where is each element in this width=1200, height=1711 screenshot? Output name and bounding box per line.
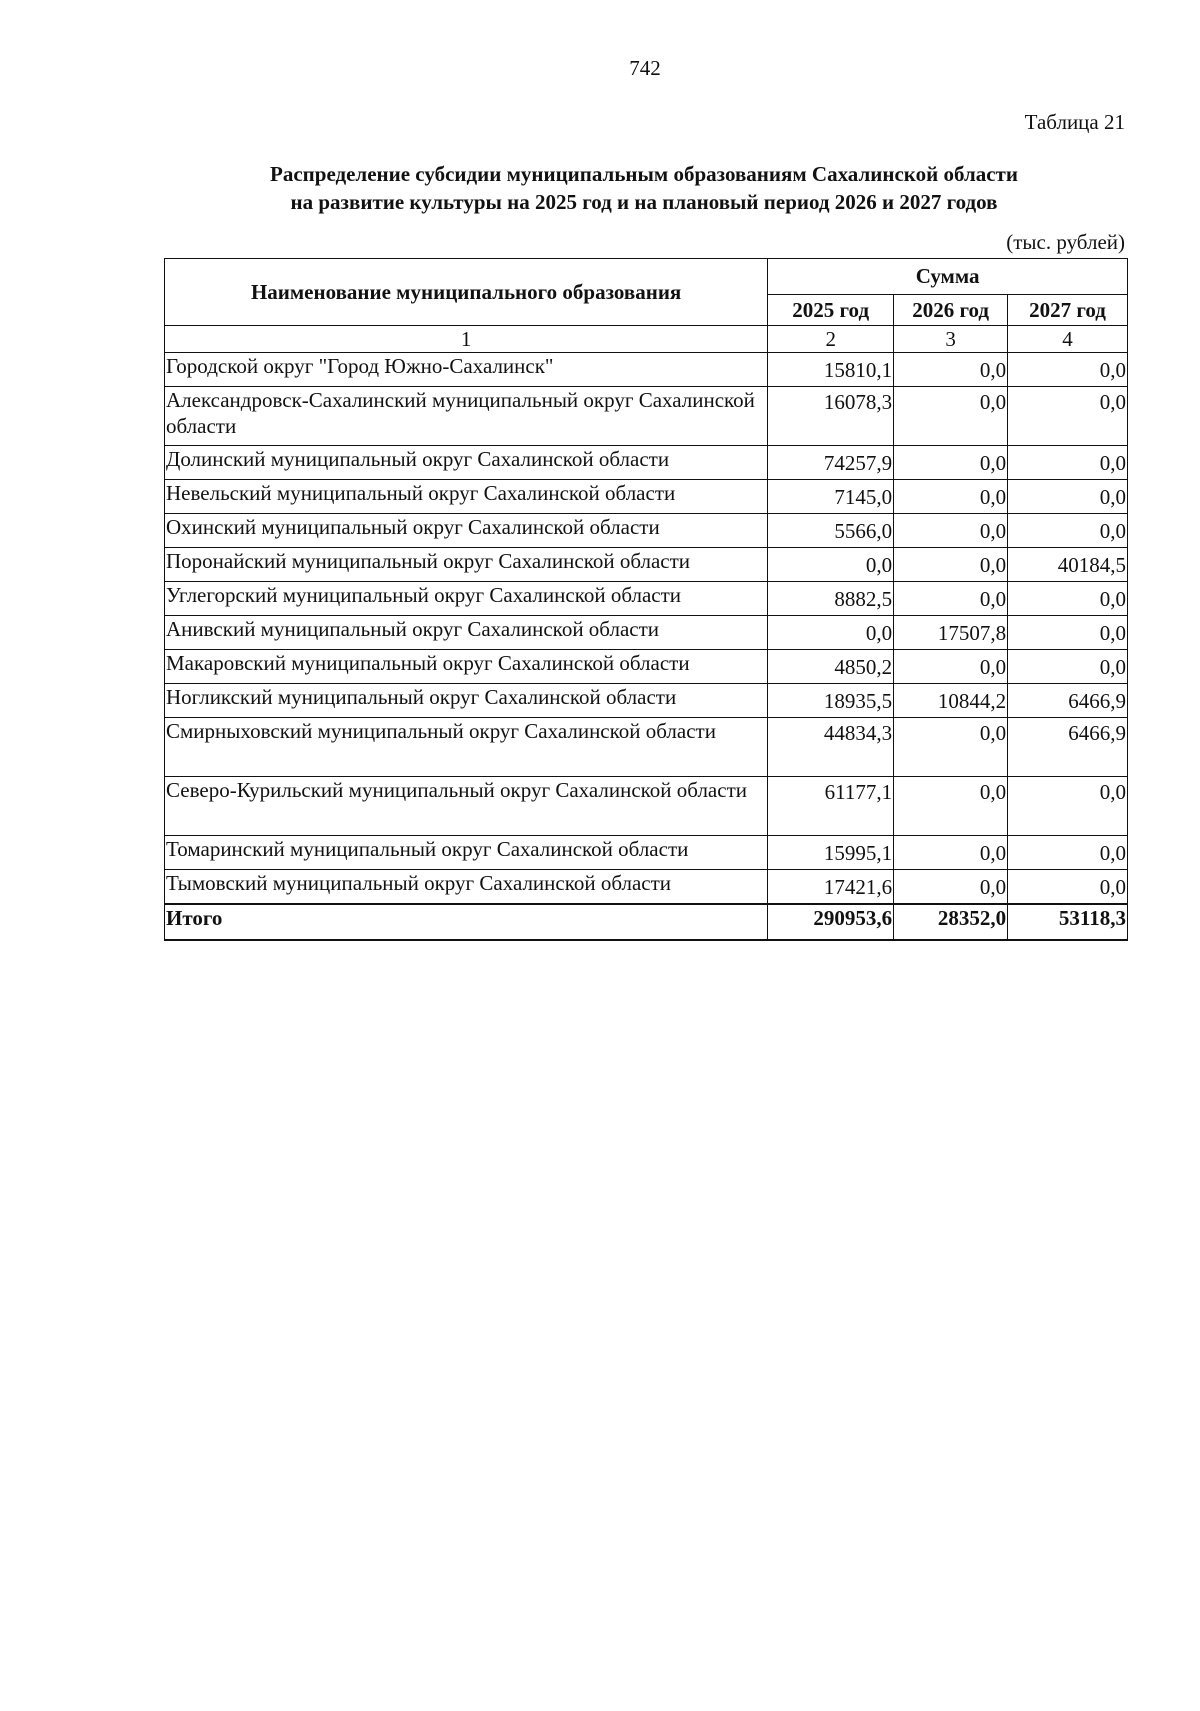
table-row — [165, 870, 1128, 905]
value-2025: 44834,3 — [768, 718, 894, 777]
table-row — [165, 548, 1128, 582]
subsidy-table — [164, 258, 1128, 941]
row-name: Долинский муниципальный округ Сахалинской области — [165, 446, 768, 480]
total-2025: 290953,6 — [768, 904, 894, 940]
value-2025: 15810,1 — [768, 353, 894, 387]
value-2025: 7145,0 — [768, 480, 894, 514]
value-2026: 0,0 — [894, 777, 1008, 836]
total-row — [165, 904, 1128, 940]
table-row — [165, 480, 1128, 514]
table-row — [165, 650, 1128, 684]
table-label: Таблица 21 — [1024, 110, 1125, 134]
table-row — [165, 582, 1128, 616]
row-name: Охинский муниципальный округ Сахалинской области — [165, 514, 768, 548]
column-number-3: 3 — [894, 326, 1008, 353]
title-line-1: Распределение субсидии муниципальным образованиям Сахалинской области — [270, 162, 1018, 186]
value-2026: 0,0 — [894, 514, 1008, 548]
value-2026: 0,0 — [894, 480, 1008, 514]
row-name: Макаровский муниципальный округ Сахалинской области — [165, 650, 768, 684]
value-2027: 0,0 — [1008, 870, 1128, 905]
units-label: (тыс. рублей) — [1006, 230, 1125, 254]
value-2025: 16078,3 — [768, 387, 894, 446]
value-2025: 15995,1 — [768, 836, 894, 870]
value-2025: 74257,9 — [768, 446, 894, 480]
value-2026: 0,0 — [894, 836, 1008, 870]
value-2026: 0,0 — [894, 446, 1008, 480]
row-name: Углегорский муниципальный округ Сахалинской области — [165, 582, 768, 616]
table-row — [165, 514, 1128, 548]
column-number-2: 2 — [768, 326, 894, 353]
value-2027: 0,0 — [1008, 514, 1128, 548]
row-name: Невельский муниципальный округ Сахалинской области — [165, 480, 768, 514]
value-2025: 18935,5 — [768, 684, 894, 718]
row-name: Ногликский муниципальный округ Сахалинской области — [165, 684, 768, 718]
page-number: 742 — [629, 56, 661, 80]
value-2027: 0,0 — [1008, 387, 1128, 446]
value-2026: 0,0 — [894, 353, 1008, 387]
value-2027: 0,0 — [1008, 480, 1128, 514]
table-row — [165, 777, 1128, 836]
table-row — [165, 353, 1128, 387]
row-name: Поронайский муниципальный округ Сахалинской области — [165, 548, 768, 582]
value-2025: 0,0 — [768, 616, 894, 650]
row-name: Северо-Курильский муниципальный округ Сахалинской области — [165, 777, 768, 836]
value-2025: 0,0 — [768, 548, 894, 582]
row-name: Томаринский муниципальный округ Сахалинской области — [165, 836, 768, 870]
header-2027: 2027 год — [1008, 294, 1128, 325]
row-name: Тымовский муниципальный округ Сахалинской области — [165, 870, 768, 905]
value-2027: 40184,5 — [1008, 548, 1128, 582]
value-2027: 0,0 — [1008, 616, 1128, 650]
value-2026: 0,0 — [894, 650, 1008, 684]
value-2025: 4850,2 — [768, 650, 894, 684]
header-2026: 2026 год — [894, 294, 1008, 325]
value-2026: 17507,8 — [894, 616, 1008, 650]
total-label: Итого — [165, 904, 768, 940]
table-row — [165, 616, 1128, 650]
value-2027: 0,0 — [1008, 777, 1128, 836]
value-2026: 0,0 — [894, 582, 1008, 616]
header-2025: 2025 год — [768, 294, 894, 325]
value-2025: 61177,1 — [768, 777, 894, 836]
value-2026: 0,0 — [894, 548, 1008, 582]
value-2026: 0,0 — [894, 870, 1008, 905]
row-name: Городской округ "Город Южно-Сахалинск" — [165, 353, 768, 387]
value-2026: 0,0 — [894, 387, 1008, 446]
table-row — [165, 446, 1128, 480]
value-2027: 0,0 — [1008, 836, 1128, 870]
value-2025: 8882,5 — [768, 582, 894, 616]
table-row — [165, 836, 1128, 870]
header-name: Наименование муниципального образования — [165, 259, 768, 326]
header-sum: Сумма — [768, 259, 1128, 295]
value-2025: 17421,6 — [768, 870, 894, 905]
table-row — [165, 718, 1128, 777]
total-2026: 28352,0 — [894, 904, 1008, 940]
document-title — [164, 160, 1124, 216]
value-2027: 0,0 — [1008, 650, 1128, 684]
value-2027: 6466,9 — [1008, 684, 1128, 718]
value-2026: 10844,2 — [894, 684, 1008, 718]
table-row — [165, 684, 1128, 718]
row-name: Анивский муниципальный округ Сахалинской области — [165, 616, 768, 650]
row-name: Александровск-Сахалинский муниципальный округ Сахалинской области — [165, 387, 768, 446]
value-2025: 5566,0 — [768, 514, 894, 548]
total-2027: 53118,3 — [1008, 904, 1128, 940]
row-name: Смирныховский муниципальный округ Сахалинской области — [165, 718, 768, 777]
value-2026: 0,0 — [894, 718, 1008, 777]
column-number-1: 1 — [165, 326, 768, 353]
title-line-2: на развитие культуры на 2025 год и на плановый период 2026 и 2027 годов — [290, 190, 998, 214]
value-2027: 6466,9 — [1008, 718, 1128, 777]
value-2027: 0,0 — [1008, 446, 1128, 480]
column-number-4: 4 — [1008, 326, 1128, 353]
value-2027: 0,0 — [1008, 582, 1128, 616]
value-2027: 0,0 — [1008, 353, 1128, 387]
table-row — [165, 387, 1128, 446]
